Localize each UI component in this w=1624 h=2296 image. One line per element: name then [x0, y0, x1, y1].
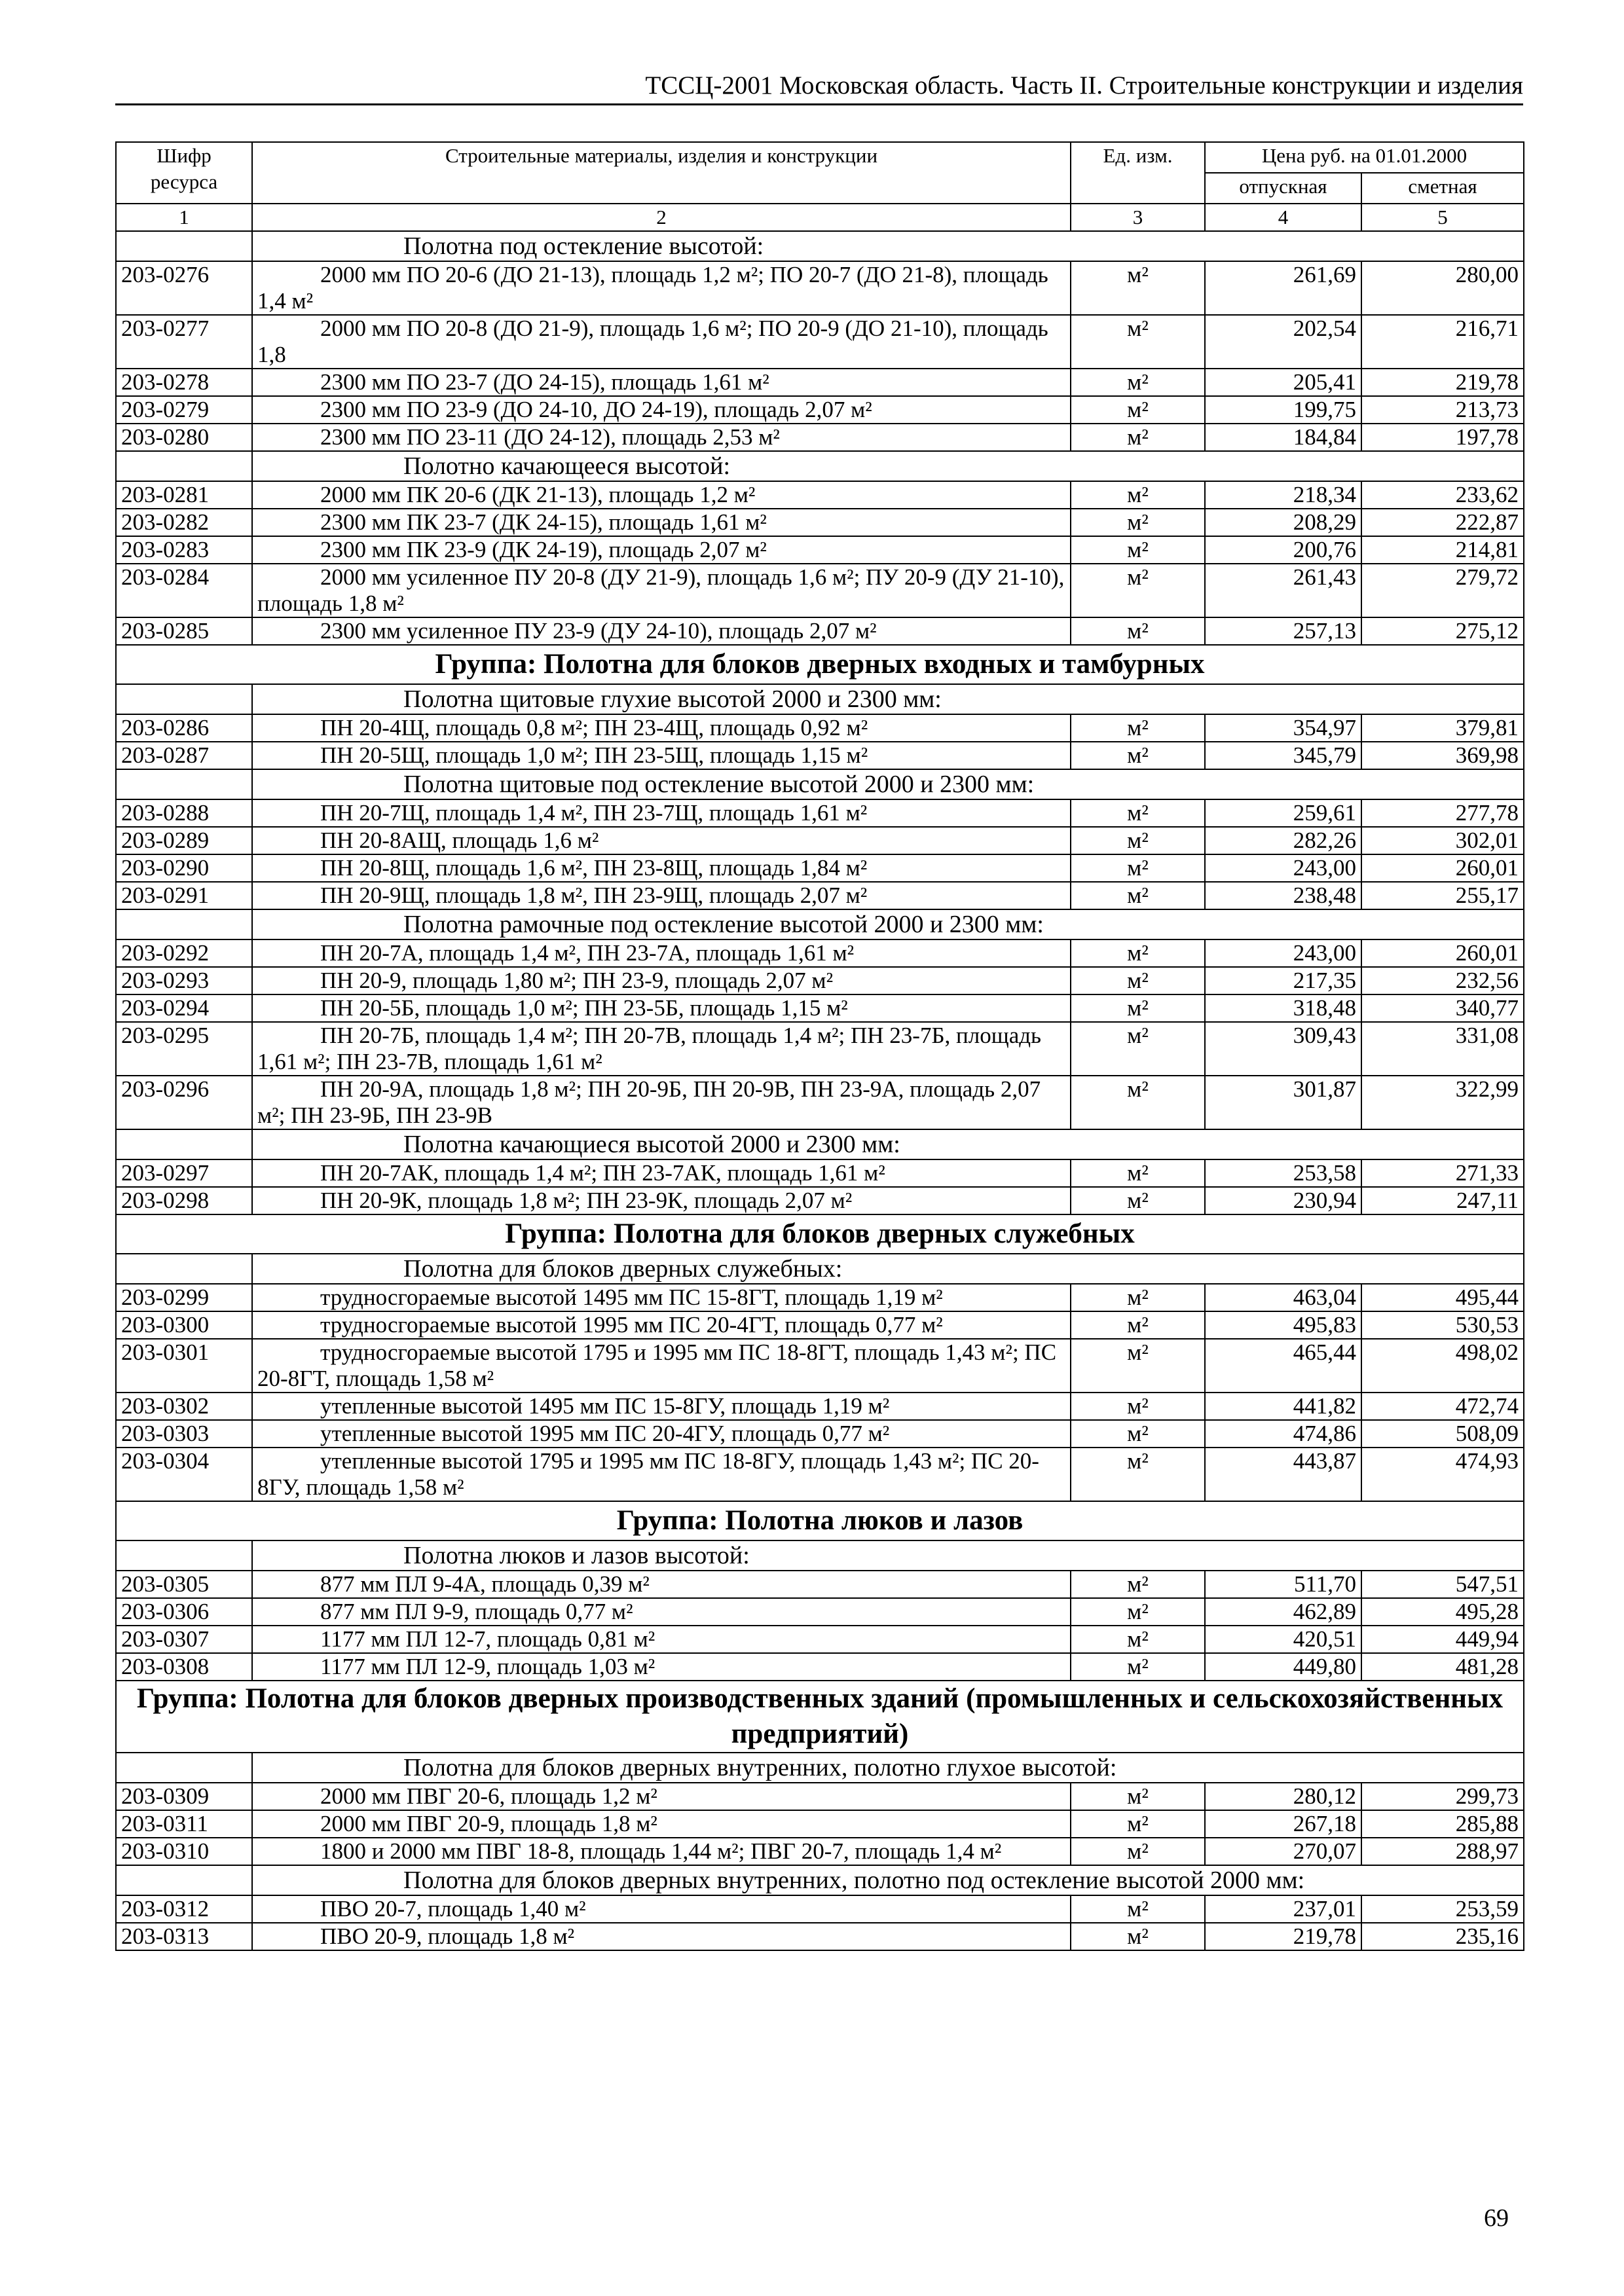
release-price: 495,83: [1205, 1311, 1361, 1339]
unit-cell: м²: [1071, 536, 1205, 564]
subheading-code-cell: [116, 909, 252, 939]
estimate-price: 481,28: [1361, 1653, 1524, 1681]
resource-description: 1800 и 2000 мм ПВГ 18-8, площадь 1,44 м²; ПВГ 20-7, площадь 1,4 м²: [252, 1838, 1071, 1865]
table-row: [116, 1022, 1524, 1076]
table-row: [116, 882, 1524, 909]
subheading-code-cell: [116, 451, 252, 481]
resource-description: ПН 20-9, площадь 1,80 м²; ПН 23-9, площадь 2,07 м²: [252, 967, 1071, 994]
release-price: 443,87: [1205, 1448, 1361, 1501]
resource-description: утепленные высотой 1995 мм ПС 20-4ГУ, площадь 0,77 м²: [252, 1420, 1071, 1448]
resource-code: 203-0302: [116, 1393, 252, 1420]
table-row: [116, 1895, 1524, 1923]
subheading-row: [116, 231, 1524, 261]
estimate-price: 275,12: [1361, 617, 1524, 645]
release-price: 511,70: [1205, 1571, 1361, 1598]
unit-cell: м²: [1071, 714, 1205, 742]
unit-cell: м²: [1071, 1159, 1205, 1187]
resource-code: 203-0286: [116, 714, 252, 742]
resource-code: 203-0297: [116, 1159, 252, 1187]
resource-description: ПН 20-5Б, площадь 1,0 м²; ПН 23-5Б, площадь 1,15 м²: [252, 994, 1071, 1022]
resource-description: 2000 мм ПК 20-6 (ДК 21-13), площадь 1,2 м²: [252, 481, 1071, 509]
subheading-row: [116, 1540, 1524, 1571]
resource-code: 203-0277: [116, 315, 252, 369]
resource-table: [115, 141, 1524, 1951]
table-row: [116, 967, 1524, 994]
subheading-row: [116, 1254, 1524, 1284]
resource-code: 203-0280: [116, 424, 252, 451]
unit-cell: м²: [1071, 1448, 1205, 1501]
estimate-price: 285,88: [1361, 1810, 1524, 1838]
estimate-price: 235,16: [1361, 1923, 1524, 1950]
resource-code: 203-0291: [116, 882, 252, 909]
unit-cell: м²: [1071, 742, 1205, 769]
release-price: 200,76: [1205, 536, 1361, 564]
table-row: [116, 1838, 1524, 1865]
resource-description: ПН 20-4Щ, площадь 0,8 м²; ПН 23-4Щ, площадь 0,92 м²: [252, 714, 1071, 742]
estimate-price: 219,78: [1361, 369, 1524, 396]
estimate-price: 277,78: [1361, 799, 1524, 827]
resource-description: 877 мм ПЛ 9-4А, площадь 0,39 м²: [252, 1571, 1071, 1598]
resource-code: 203-0295: [116, 1022, 252, 1076]
release-price: 205,41: [1205, 369, 1361, 396]
estimate-price: 379,81: [1361, 714, 1524, 742]
estimate-price: 280,00: [1361, 261, 1524, 315]
unit-cell: м²: [1071, 1393, 1205, 1420]
header-code: Шифр ресурса: [116, 142, 252, 204]
estimate-price: 260,01: [1361, 854, 1524, 882]
resource-code: 203-0282: [116, 509, 252, 536]
resource-description: ПВО 20-7, площадь 1,40 м²: [252, 1895, 1071, 1923]
resource-code: 203-0299: [116, 1284, 252, 1311]
estimate-price: 216,71: [1361, 315, 1524, 369]
subheading-code-cell: [116, 769, 252, 799]
group-heading-row: [116, 645, 1524, 684]
table-row: [116, 854, 1524, 882]
resource-description: 877 мм ПЛ 9-9, площадь 0,77 м²: [252, 1598, 1071, 1626]
release-price: 217,35: [1205, 967, 1361, 994]
group-heading-row: [116, 1214, 1524, 1254]
release-price: 474,86: [1205, 1420, 1361, 1448]
table-row: [116, 1810, 1524, 1838]
unit-cell: м²: [1071, 1653, 1205, 1681]
release-price: 449,80: [1205, 1653, 1361, 1681]
unit-cell: м²: [1071, 882, 1205, 909]
release-price: 420,51: [1205, 1626, 1361, 1653]
resource-description: 2000 мм ПВГ 20-9, площадь 1,8 м²: [252, 1810, 1071, 1838]
table-row: [116, 1598, 1524, 1626]
subheading: Полотна для блоков дверных служебных:: [252, 1254, 1524, 1284]
subheading-row: [116, 684, 1524, 714]
release-price: 218,34: [1205, 481, 1361, 509]
resource-code: 203-0309: [116, 1783, 252, 1810]
resource-description: 2000 мм ПО 20-6 (ДО 21-13), площадь 1,2 м²; ПО 20-7 (ДО 21-8), площадь 1,4 м²: [252, 261, 1071, 315]
subheading-code-cell: [116, 684, 252, 714]
estimate-price: 299,73: [1361, 1783, 1524, 1810]
resource-description: 2000 мм усиленное ПУ 20-8 (ДУ 21-9), площадь 1,6 м²; ПУ 20-9 (ДУ 21-10), площадь 1,8 м²: [252, 564, 1071, 617]
group-heading-row: [116, 1501, 1524, 1540]
resource-code: 203-0305: [116, 1571, 252, 1598]
release-price: 219,78: [1205, 1923, 1361, 1950]
unit-cell: м²: [1071, 1810, 1205, 1838]
group-heading: Группа: Полотна для блоков дверных служебных: [116, 1214, 1524, 1254]
subheading: Полотна качающиеся высотой 2000 и 2300 мм:: [252, 1129, 1524, 1159]
unit-cell: м²: [1071, 481, 1205, 509]
unit-cell: м²: [1071, 424, 1205, 451]
resource-code: 203-0307: [116, 1626, 252, 1653]
resource-code: 203-0288: [116, 799, 252, 827]
subheading-row: [116, 451, 1524, 481]
resource-description: 2000 мм ПВГ 20-6, площадь 1,2 м²: [252, 1783, 1071, 1810]
estimate-price: 302,01: [1361, 827, 1524, 854]
release-price: 199,75: [1205, 396, 1361, 424]
table-row: [116, 1393, 1524, 1420]
table-row: [116, 564, 1524, 617]
resource-code: 203-0290: [116, 854, 252, 882]
resource-code: 203-0281: [116, 481, 252, 509]
resource-code: 203-0289: [116, 827, 252, 854]
table-row: [116, 536, 1524, 564]
release-price: 354,97: [1205, 714, 1361, 742]
release-price: 301,87: [1205, 1076, 1361, 1129]
resource-description: ПН 20-8АЩ, площадь 1,6 м²: [252, 827, 1071, 854]
subheading-row: [116, 1865, 1524, 1895]
resource-code: 203-0283: [116, 536, 252, 564]
resource-description: утепленные высотой 1795 и 1995 мм ПС 18-8ГУ, площадь 1,43 м²; ПС 20-8ГУ, площадь 1,58 м²: [252, 1448, 1071, 1501]
unit-cell: м²: [1071, 509, 1205, 536]
release-price: 257,13: [1205, 617, 1361, 645]
unit-cell: м²: [1071, 799, 1205, 827]
estimate-price: 279,72: [1361, 564, 1524, 617]
column-number: 4: [1205, 204, 1361, 231]
subheading-row: [116, 1753, 1524, 1783]
table-row: [116, 742, 1524, 769]
estimate-price: 508,09: [1361, 1420, 1524, 1448]
unit-cell: м²: [1071, 1923, 1205, 1950]
column-number: 1: [116, 204, 252, 231]
resource-description: 2000 мм ПО 20-8 (ДО 21-9), площадь 1,6 м²; ПО 20-9 (ДО 21-10), площадь 1,8: [252, 315, 1071, 369]
estimate-price: 197,78: [1361, 424, 1524, 451]
table-row: [116, 315, 1524, 369]
release-price: 345,79: [1205, 742, 1361, 769]
resource-description: 2300 мм ПО 23-7 (ДО 24-15), площадь 1,61 м²: [252, 369, 1071, 396]
table-row: [116, 1571, 1524, 1598]
release-price: 243,00: [1205, 939, 1361, 967]
estimate-price: 214,81: [1361, 536, 1524, 564]
release-price: 184,84: [1205, 424, 1361, 451]
resource-code: 203-0304: [116, 1448, 252, 1501]
estimate-price: 253,59: [1361, 1895, 1524, 1923]
resource-code: 203-0308: [116, 1653, 252, 1681]
release-price: 202,54: [1205, 315, 1361, 369]
unit-cell: м²: [1071, 1626, 1205, 1653]
table-row: [116, 396, 1524, 424]
estimate-price: 472,74: [1361, 1393, 1524, 1420]
subheading-code-cell: [116, 1254, 252, 1284]
unit-cell: м²: [1071, 1022, 1205, 1076]
subheading: Полотна под остекление высотой:: [252, 231, 1524, 261]
unit-cell: м²: [1071, 854, 1205, 882]
resource-code: 203-0298: [116, 1187, 252, 1214]
estimate-price: 498,02: [1361, 1339, 1524, 1393]
table-row: [116, 1159, 1524, 1187]
table-row: [116, 827, 1524, 854]
estimate-price: 530,53: [1361, 1311, 1524, 1339]
release-price: 267,18: [1205, 1810, 1361, 1838]
unit-cell: м²: [1071, 1895, 1205, 1923]
resource-description: утепленные высотой 1495 мм ПС 15-8ГУ, площадь 1,19 м²: [252, 1393, 1071, 1420]
unit-cell: м²: [1071, 1783, 1205, 1810]
table-row: [116, 1284, 1524, 1311]
subheading: Полотна щитовые глухие высотой 2000 и 2300 мм:: [252, 684, 1524, 714]
group-heading-row: [116, 1681, 1524, 1753]
unit-cell: м²: [1071, 1076, 1205, 1129]
subheading-row: [116, 909, 1524, 939]
subheading: Полотна люков и лазов высотой:: [252, 1540, 1524, 1571]
unit-cell: м²: [1071, 939, 1205, 967]
estimate-price: 271,33: [1361, 1159, 1524, 1187]
subheading: Полотна для блоков дверных внутренних, полотно глухое высотой:: [252, 1753, 1524, 1783]
header-estimate-price: сметная: [1361, 173, 1524, 204]
release-price: 280,12: [1205, 1783, 1361, 1810]
resource-description: ПВО 20-9, площадь 1,8 м²: [252, 1923, 1071, 1950]
resource-code: 203-0292: [116, 939, 252, 967]
estimate-price: 232,56: [1361, 967, 1524, 994]
group-heading: Группа: Полотна люков и лазов: [116, 1501, 1524, 1540]
release-price: 309,43: [1205, 1022, 1361, 1076]
resource-description: 2300 мм ПО 23-9 (ДО 24-10, ДО 24-19), площадь 2,07 м²: [252, 396, 1071, 424]
release-price: 238,48: [1205, 882, 1361, 909]
release-price: 230,94: [1205, 1187, 1361, 1214]
subheading-code-cell: [116, 1753, 252, 1783]
release-price: 465,44: [1205, 1339, 1361, 1393]
resource-code: 203-0300: [116, 1311, 252, 1339]
table-row: [116, 714, 1524, 742]
resource-code: 203-0287: [116, 742, 252, 769]
resource-code: 203-0294: [116, 994, 252, 1022]
table-row: [116, 509, 1524, 536]
table-row: [116, 424, 1524, 451]
table-row: [116, 261, 1524, 315]
release-price: 261,43: [1205, 564, 1361, 617]
release-price: 282,26: [1205, 827, 1361, 854]
table-row: [116, 799, 1524, 827]
release-price: 270,07: [1205, 1838, 1361, 1865]
resource-code: 203-0312: [116, 1895, 252, 1923]
table-row: [116, 1311, 1524, 1339]
unit-cell: м²: [1071, 1339, 1205, 1393]
unit-cell: м²: [1071, 315, 1205, 369]
table-row: [116, 1076, 1524, 1129]
estimate-price: 474,93: [1361, 1448, 1524, 1501]
estimate-price: 322,99: [1361, 1076, 1524, 1129]
subheading-row: [116, 769, 1524, 799]
table-header-row: [116, 142, 1524, 173]
release-price: 318,48: [1205, 994, 1361, 1022]
resource-description: 1177 мм ПЛ 12-7, площадь 0,81 м²: [252, 1626, 1071, 1653]
estimate-price: 495,44: [1361, 1284, 1524, 1311]
resource-code: 203-0310: [116, 1838, 252, 1865]
resource-description: ПН 20-8Щ, площадь 1,6 м², ПН 23-8Щ, площадь 1,84 м²: [252, 854, 1071, 882]
column-number: 3: [1071, 204, 1205, 231]
column-number: 5: [1361, 204, 1524, 231]
table-row: [116, 1626, 1524, 1653]
unit-cell: м²: [1071, 396, 1205, 424]
subheading: Полотна для блоков дверных внутренних, полотно под остекление высотой 2000 мм:: [252, 1865, 1524, 1895]
resource-code: 203-0278: [116, 369, 252, 396]
resource-description: ПН 20-5Щ, площадь 1,0 м²; ПН 23-5Щ, площадь 1,15 м²: [252, 742, 1071, 769]
estimate-price: 247,11: [1361, 1187, 1524, 1214]
table-row: [116, 1923, 1524, 1950]
unit-cell: м²: [1071, 564, 1205, 617]
unit-cell: м²: [1071, 1311, 1205, 1339]
subheading-code-cell: [116, 1865, 252, 1895]
estimate-price: 255,17: [1361, 882, 1524, 909]
unit-cell: м²: [1071, 1838, 1205, 1865]
estimate-price: 222,87: [1361, 509, 1524, 536]
resource-code: 203-0303: [116, 1420, 252, 1448]
release-price: 237,01: [1205, 1895, 1361, 1923]
estimate-price: 547,51: [1361, 1571, 1524, 1598]
subheading-row: [116, 1129, 1524, 1159]
estimate-price: 233,62: [1361, 481, 1524, 509]
resource-description: ПН 20-7Б, площадь 1,4 м²; ПН 20-7В, площадь 1,4 м²; ПН 23-7Б, площадь 1,61 м²; ПН 23-7В, площадь 1,61 м²: [252, 1022, 1071, 1076]
subheading: Полотна рамочные под остекление высотой 2000 и 2300 мм:: [252, 909, 1524, 939]
unit-cell: м²: [1071, 617, 1205, 645]
resource-code: 203-0306: [116, 1598, 252, 1626]
release-price: 441,82: [1205, 1393, 1361, 1420]
resource-description: ПН 20-9К, площадь 1,8 м²; ПН 23-9К, площадь 2,07 м²: [252, 1187, 1071, 1214]
estimate-price: 340,77: [1361, 994, 1524, 1022]
group-heading: Группа: Полотна для блоков дверных производственных зданий (промышленных и сельскохозяйственных предприятий): [116, 1681, 1524, 1753]
subheading-code-cell: [116, 1129, 252, 1159]
resource-description: 2300 мм усиленное ПУ 23-9 (ДУ 24-10), площадь 2,07 м²: [252, 617, 1071, 645]
column-number: 2: [252, 204, 1071, 231]
table-row: [116, 1448, 1524, 1501]
resource-description: трудносгораемые высотой 1795 и 1995 мм ПС 18-8ГТ, площадь 1,43 м²; ПС 20-8ГТ, площадь 1,58 м²: [252, 1339, 1071, 1393]
release-price: 208,29: [1205, 509, 1361, 536]
estimate-price: 369,98: [1361, 742, 1524, 769]
unit-cell: м²: [1071, 261, 1205, 315]
resource-code: 203-0301: [116, 1339, 252, 1393]
page-number: 69: [1484, 2204, 1509, 2232]
release-price: 462,89: [1205, 1598, 1361, 1626]
estimate-price: 331,08: [1361, 1022, 1524, 1076]
group-heading: Группа: Полотна для блоков дверных входных и тамбурных: [116, 645, 1524, 684]
subheading: Полотно качающееся высотой:: [252, 451, 1524, 481]
unit-cell: м²: [1071, 1284, 1205, 1311]
table-row: [116, 481, 1524, 509]
release-price: 259,61: [1205, 799, 1361, 827]
resource-description: 2300 мм ПО 23-11 (ДО 24-12), площадь 2,53 м²: [252, 424, 1071, 451]
header-name: Строительные материалы, изделия и конструкции: [252, 142, 1071, 204]
estimate-price: 288,97: [1361, 1838, 1524, 1865]
resource-description: ПН 20-9Щ, площадь 1,8 м², ПН 23-9Щ, площадь 2,07 м²: [252, 882, 1071, 909]
table-row: [116, 1339, 1524, 1393]
resource-description: трудносгораемые высотой 1495 мм ПС 15-8ГТ, площадь 1,19 м²: [252, 1284, 1071, 1311]
table-row: [116, 994, 1524, 1022]
column-number-row: [116, 204, 1524, 231]
estimate-price: 213,73: [1361, 396, 1524, 424]
resource-code: 203-0276: [116, 261, 252, 315]
estimate-price: 495,28: [1361, 1598, 1524, 1626]
unit-cell: м²: [1071, 1571, 1205, 1598]
resource-description: ПН 20-9А, площадь 1,8 м²; ПН 20-9Б, ПН 20-9В, ПН 23-9А, площадь 2,07 м²; ПН 23-9Б, ПН 23-9В: [252, 1076, 1071, 1129]
release-price: 261,69: [1205, 261, 1361, 315]
table-row: [116, 369, 1524, 396]
resource-code: 203-0279: [116, 396, 252, 424]
resource-code: 203-0293: [116, 967, 252, 994]
resource-code: 203-0313: [116, 1923, 252, 1950]
estimate-price: 449,94: [1361, 1626, 1524, 1653]
subheading-code-cell: [116, 1540, 252, 1571]
resource-code: 203-0285: [116, 617, 252, 645]
resource-description: ПН 20-7АК, площадь 1,4 м²; ПН 23-7АК, площадь 1,61 м²: [252, 1159, 1071, 1187]
resource-code: 203-0311: [116, 1810, 252, 1838]
header-price: Цена руб. на 01.01.2000: [1205, 142, 1524, 173]
header-release-price: отпускная: [1205, 173, 1361, 204]
table-row: [116, 1187, 1524, 1214]
resource-description: 2300 мм ПК 23-7 (ДК 24-15), площадь 1,61 м²: [252, 509, 1071, 536]
table-row: [116, 1420, 1524, 1448]
unit-cell: м²: [1071, 994, 1205, 1022]
release-price: 253,58: [1205, 1159, 1361, 1187]
page-header: ТССЦ-2001 Московская область. Часть II. Строительные конструкции и изделия: [115, 68, 1523, 105]
unit-cell: м²: [1071, 369, 1205, 396]
table-row: [116, 939, 1524, 967]
unit-cell: м²: [1071, 967, 1205, 994]
unit-cell: м²: [1071, 1598, 1205, 1626]
estimate-price: 260,01: [1361, 939, 1524, 967]
table-row: [116, 1653, 1524, 1681]
table-row: [116, 617, 1524, 645]
subheading-code-cell: [116, 231, 252, 261]
resource-description: 2300 мм ПК 23-9 (ДК 24-19), площадь 2,07 м²: [252, 536, 1071, 564]
release-price: 463,04: [1205, 1284, 1361, 1311]
unit-cell: м²: [1071, 1187, 1205, 1214]
resource-description: ПН 20-7Щ, площадь 1,4 м², ПН 23-7Щ, площадь 1,61 м²: [252, 799, 1071, 827]
resource-description: ПН 20-7А, площадь 1,4 м², ПН 23-7А, площадь 1,61 м²: [252, 939, 1071, 967]
unit-cell: м²: [1071, 827, 1205, 854]
table-row: [116, 1783, 1524, 1810]
resource-code: 203-0296: [116, 1076, 252, 1129]
unit-cell: м²: [1071, 1420, 1205, 1448]
release-price: 243,00: [1205, 854, 1361, 882]
resource-description: 1177 мм ПЛ 12-9, площадь 1,03 м²: [252, 1653, 1071, 1681]
resource-code: 203-0284: [116, 564, 252, 617]
resource-description: трудносгораемые высотой 1995 мм ПС 20-4ГТ, площадь 0,77 м²: [252, 1311, 1071, 1339]
subheading: Полотна щитовые под остекление высотой 2000 и 2300 мм:: [252, 769, 1524, 799]
header-unit: Ед. изм.: [1071, 142, 1205, 204]
